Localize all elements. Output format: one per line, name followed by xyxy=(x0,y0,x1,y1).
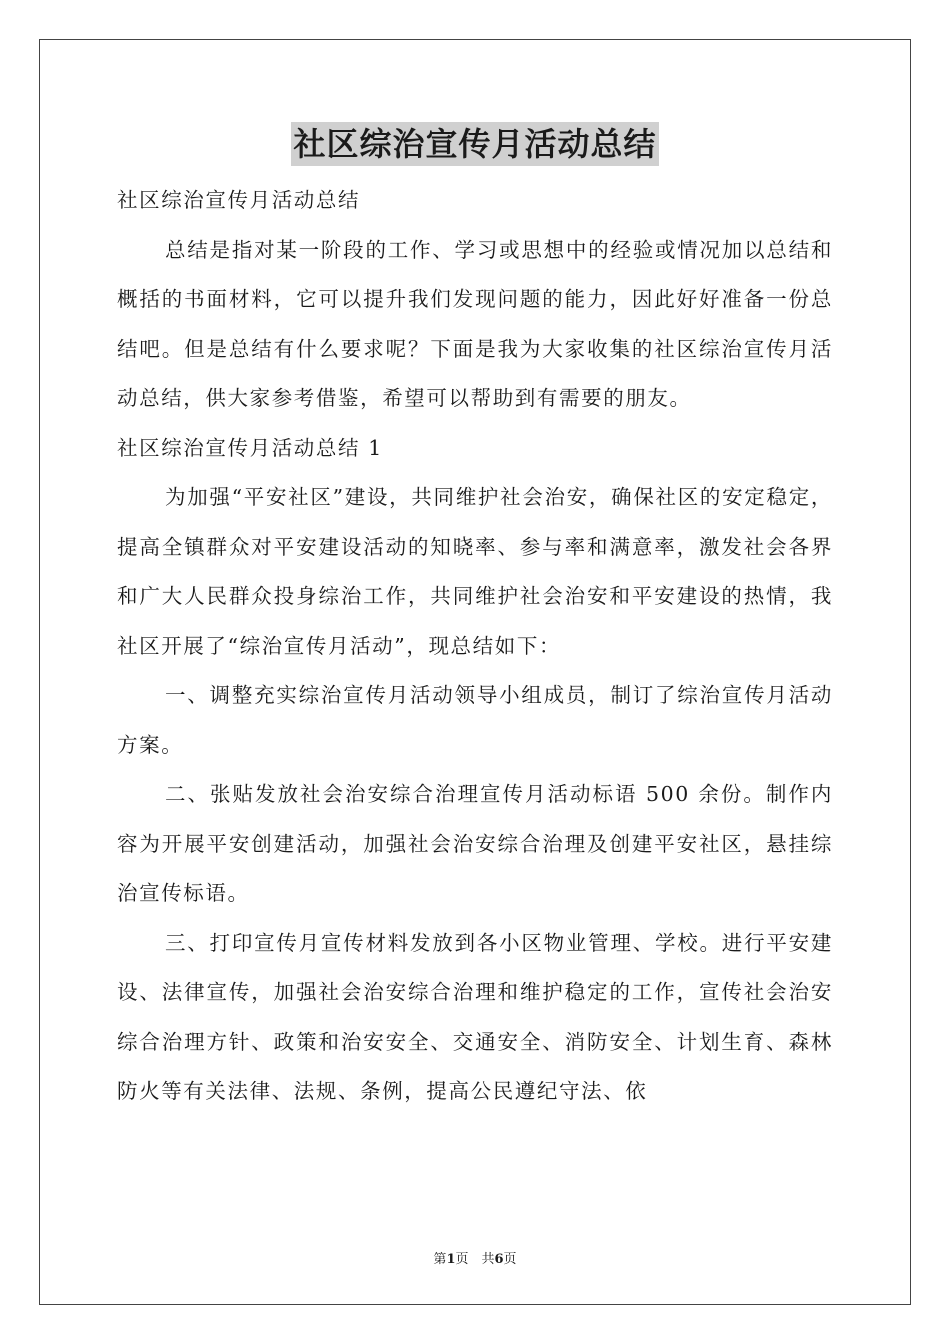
body-paragraph: 一、调整充实综治宣传月活动领导小组成员，制订了综治宣传月活动方案。 xyxy=(117,683,833,757)
document-body xyxy=(117,176,833,1117)
section-heading: 社区综治宣传月活动总结 1 xyxy=(117,435,383,460)
page-prefix: 第 xyxy=(433,1252,447,1267)
body-paragraph: 二、张贴发放社会治安综合治理宣传月活动标语 500 余份。制作内容为开展平安创建活动，加强社会治安综合治理及创建平安社区，悬挂综治宣传标语。 xyxy=(117,782,833,905)
document-title: 社区综治宣传月活动总结 xyxy=(291,122,658,166)
body-paragraph: 为加强“平安社区”建设，共同维护社会治安，确保社区的安定稳定，提高全镇群众对平安建设活动的知晓率、参与率和满意率，激发社会各界和广大人民群众投身综治工作，共同维护社会治安和平安建设的热情，我社区开展了“综治宣传月活动”，现总结如下： xyxy=(117,485,833,658)
page-mid: 页 共 xyxy=(455,1252,495,1267)
page-footer xyxy=(0,1248,950,1267)
intro-paragraph: 总结是指对某一阶段的工作、学习或思想中的经验或情况加以总结和概括的书面材料，它可以提升我们发现问题的能力，因此好好准备一份总结吧。但是总结有什么要求呢？下面是我为大家收集的社区综治宣传月活动总结，供大家参考借鉴，希望可以帮助到有需要的朋友。 xyxy=(117,237,833,410)
page-current: 1 xyxy=(446,1252,456,1267)
page-suffix: 页 xyxy=(503,1252,517,1267)
title-container xyxy=(0,122,950,166)
subtitle-line: 社区综治宣传月活动总结 xyxy=(117,188,361,212)
body-paragraph: 三、打印宣传月宣传材料发放到各小区物业管理、学校。进行平安建设、法律宣传，加强社会治安综合治理和维护稳定的工作，宣传社会治安综合治理方针、政策和治安安全、交通安全、消防安全、计划生育、森林防火等有关法律、法规、条例，提高公民遵纪守法、依 xyxy=(117,930,833,1103)
page-total: 6 xyxy=(494,1252,504,1267)
